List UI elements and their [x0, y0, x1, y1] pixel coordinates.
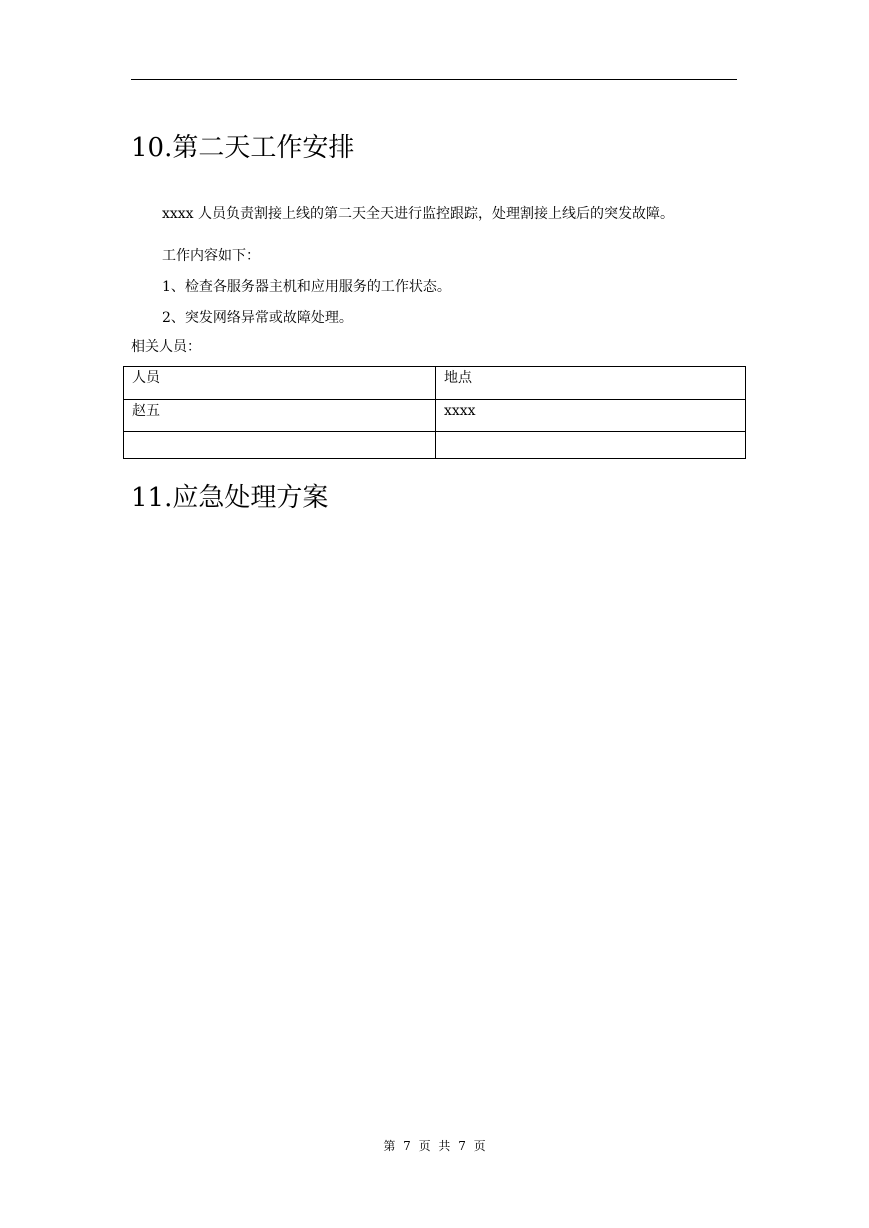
- section-10-intro: xxxx 人员负责割接上线的第二天全天进行监控跟踪，处理割接上线后的突发故障。: [162, 206, 675, 222]
- table-header-cell-location: 地点: [436, 367, 746, 400]
- table-cell-location: xxxx: [436, 400, 746, 432]
- staff-table: [123, 366, 746, 459]
- section-10-heading: 10.第二天工作安排: [131, 133, 355, 163]
- related-people-label: 相关人员：: [131, 339, 201, 355]
- table-row: [124, 400, 746, 432]
- work-content-label: 工作内容如下：: [162, 248, 260, 264]
- table-row: [124, 432, 746, 459]
- page-number-footer: 第 7 页 共 7 页: [383, 1139, 486, 1153]
- work-item-1: 1、检查各服务器主机和应用服务的工作状态。: [162, 279, 451, 295]
- table-cell-person: 赵五: [124, 400, 436, 432]
- table-cell-person: [124, 432, 436, 459]
- section-11-heading: 11.应急处理方案: [131, 483, 329, 513]
- table-header-cell-person: 人员: [124, 367, 436, 400]
- table-header-row: [124, 367, 746, 400]
- work-item-2: 2、突发网络异常或故障处理。: [162, 310, 353, 326]
- table-cell-location: [436, 432, 746, 459]
- header-divider: [131, 79, 737, 80]
